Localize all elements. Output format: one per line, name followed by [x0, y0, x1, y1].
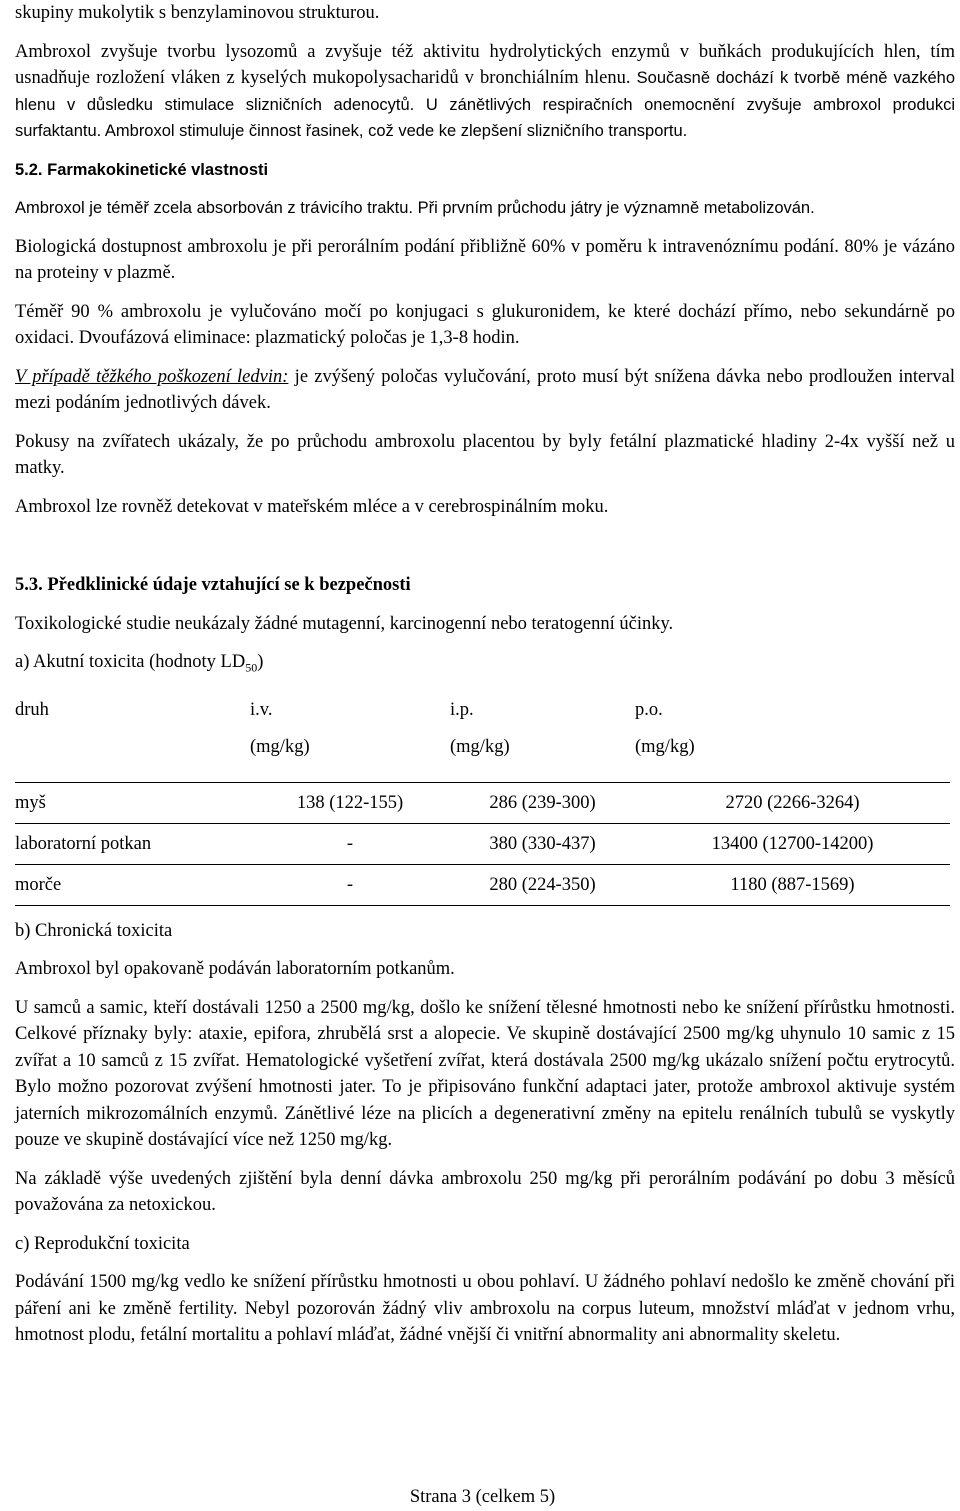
header-line2: (mg/kg)	[635, 736, 695, 757]
header-line2: (mg/kg)	[450, 736, 510, 757]
table-cell-po: 13400 (12700-14200)	[635, 823, 950, 864]
paragraph-chronic-2: U samců a samic, kteří dostávali 1250 a 2500 mg/kg, došlo ke snížení tělesné hmotnosti nebo ke snížení přírůstku hmotnosti. Celkové příznaky byly: ataxie, epifora, zhrubělá srst a alopecie. Ve skupině dostávající 2500 mg/kg uhynulo 10 samic z 15 zvířat a 10 samců z 15 zvířat. Hematologické vyšetření zvířat, která dostávala 2500 mg/kg ukázalo snížení počtu erytrocytů. Bylo možno pozorovat zvýšení hmotnosti jater. To je připisováno funkční adaptaci jater, protože ambroxol aktivuje systém jaterních mikrozomálních enzymů. Zánětlivé léze na plicích a degenerativní změny na epitelu renálních tubulů se vyskytly pouze ve skupině dostávající více než 1250 mg/kg.	[15, 997, 955, 1150]
table-header-cell	[635, 692, 950, 783]
section-title: Předklinické údaje vztahující se k bezpečnosti	[47, 575, 411, 595]
acute-label-text: a) Akutní toxicita (hodnoty LD	[15, 652, 246, 672]
header-line1: i.p.	[450, 699, 474, 720]
table-header-cell	[450, 692, 635, 783]
acute-toxicity-label	[15, 649, 955, 676]
header-line2: (mg/kg)	[250, 736, 310, 757]
paragraph-pk-elimination: Téměř 90 % ambroxolu je vylučováno močí po konjugaci s glukuronidem, ke které dochází přímo, nebo sekundárně po oxidaci. Dvoufázová eliminace: plazmatický poločas je 1,3-8 hodin.	[15, 301, 955, 348]
table-cell-species: morče	[15, 864, 250, 905]
section-heading-5-3	[15, 572, 955, 599]
section-title: Farmakokinetické vlastnosti	[47, 160, 269, 179]
paragraph-chronic-1: Ambroxol byl opakovaně podáván laboratorním potkanům.	[15, 959, 455, 979]
table-header-cell	[15, 692, 250, 783]
paragraph-pk-absorption: Ambroxol je téměř zcela absorbován z trávicího traktu. Při prvním průchodu játry je významně metabolizován.	[15, 199, 815, 217]
table-header-row	[15, 692, 950, 783]
table-cell-ip: 286 (239-300)	[450, 782, 635, 823]
paragraph-repro: Podávání 1500 mg/kg vedlo ke snížení přírůstku hmotnosti u obou pohlaví. U žádného pohlaví nedošlo ke změně chování při páření ani ke změně fertility. Nebyl pozorován žádný vliv ambroxolu na corpus luteum, množství mláďat v jednom vrhu, hmotnost plodu, fetální mortalitu a pohlaví mláďat, žádné vnější či vnitřní abnormality ani abnormality skeletu.	[15, 1272, 955, 1345]
document-page	[15, 0, 955, 1507]
section-heading-5-2	[15, 157, 955, 184]
table-cell-ip: 280 (224-350)	[450, 864, 635, 905]
header-line1: i.v.	[250, 699, 273, 720]
section-number: 5.2.	[15, 160, 43, 179]
reproductive-toxicity-label: c) Reprodukční toxicita	[15, 1233, 190, 1254]
acute-toxicity-table	[15, 692, 950, 906]
table-cell-iv: -	[250, 864, 450, 905]
chronic-toxicity-label: b) Chronická toxicita	[15, 920, 173, 941]
table-cell-species: myš	[15, 782, 250, 823]
section-number: 5.3.	[15, 575, 43, 595]
paragraph-top: skupiny mukolytik s benzylaminovou strukturou.	[15, 3, 380, 23]
renal-emphasis: V případě těžkého poškození ledvin:	[15, 366, 289, 387]
table-header-cell	[250, 692, 450, 783]
header-line1: druh	[15, 699, 49, 720]
paragraph-ambroxol-mechanism-sans: Současně dochází k tvorbě méně vazkého hlenu v důsledku stimulace slizničních adenocytů. U zánětlivých respiračních onemocnění zvyšuje ambroxol produkci surfaktantu. Ambroxol stimuluje činnost řasinek, což vede ke zlepšení slizničního transportu.	[15, 69, 955, 140]
acute-label-close: )	[257, 652, 264, 672]
paragraph-ambroxol-mechanism-serif: Ambroxol zvyšuje tvorbu lysozomů a zvyšuje též aktivitu hydrolytických enzymů v buňkách produkujících hlen, tím usnadňuje rozložení vláken z kyselých mukopolysacharidů v bronchiálním hlenu.	[15, 41, 955, 88]
table-cell-iv: -	[250, 823, 450, 864]
table-cell-ip: 380 (330-437)	[450, 823, 635, 864]
table-cell-iv: 138 (122-155)	[250, 782, 450, 823]
paragraph-tox-intro: Toxikologické studie neukázaly žádné mutagenní, karcinogenní nebo teratogenní účinky.	[15, 613, 674, 634]
table-row	[15, 823, 950, 864]
renal-text: je zvýšený poločas vylučování, proto musí být snížena dávka nebo prodloužen interval mezi podáním jednotlivých dávek.	[15, 366, 955, 413]
table-cell-species: laboratorní potkan	[15, 823, 250, 864]
paragraph-chronic-3: Na základě výše uvedených zjištění byla denní dávka ambroxolu 250 mg/kg při perorálním podávání po dobu 3 měsíců považována za netoxickou.	[15, 1168, 955, 1215]
table-row	[15, 864, 950, 905]
table-row	[15, 782, 950, 823]
page-footer: Strana 3 (celkem 5)	[409, 1487, 556, 1507]
paragraph-pk-milk: Ambroxol lze rovněž detekovat v mateřském mléce a v cerebrospinálním moku.	[15, 496, 609, 517]
paragraph-pk-renal	[15, 364, 955, 417]
paragraph-ambroxol-mechanism	[15, 39, 955, 145]
header-line1: p.o.	[635, 699, 663, 720]
paragraph-pk-placenta: Pokusy na zvířatech ukázaly, že po průchodu ambroxolu placentou by byly fetální plazmatické hladiny 2-4x vyšší než u matky.	[15, 431, 955, 478]
table-cell-po: 2720 (2266-3264)	[635, 782, 950, 823]
paragraph-pk-bioavailability: Biologická dostupnost ambroxolu je při perorálním podání přibližně 60% v poměru k intravenóznímu podání. 80% je vázáno na proteiny v plazmě.	[15, 236, 955, 283]
table-cell-po: 1180 (887-1569)	[635, 864, 950, 905]
acute-label-subscript: 50	[245, 660, 258, 675]
